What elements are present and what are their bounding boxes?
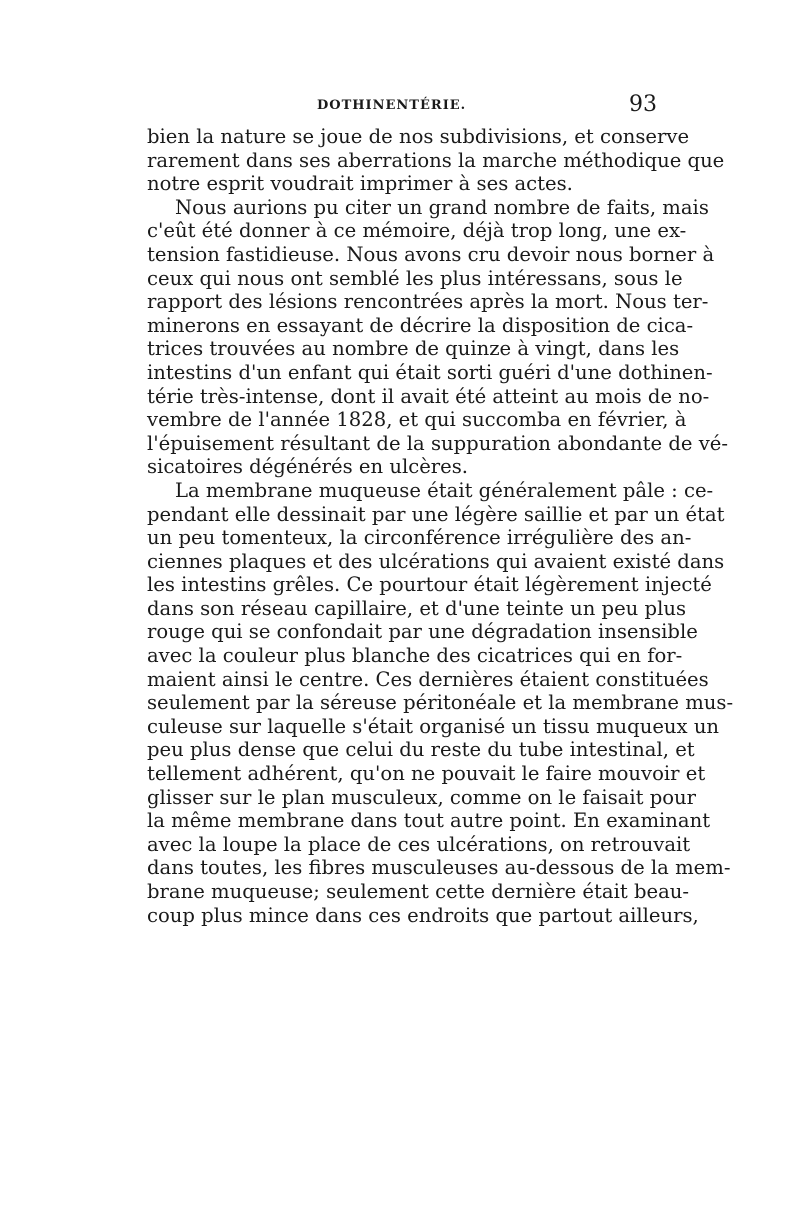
text-line: La membrane muqueuse était généralement pâle : ce- — [175, 478, 714, 502]
text-line: seulement par la séreuse péritonéale et la membrane mus- — [147, 691, 734, 715]
text-line: culeuse sur laquelle s'était organisé un tissu muqueux un — [147, 714, 720, 738]
text-line: pendant elle dessinait par une légère saillie et par un état — [147, 502, 725, 526]
text-line: notre esprit voudrait imprimer à ses actes. — [147, 172, 573, 196]
text-line: bien la nature se joue de nos subdivisions, et conserve — [147, 125, 690, 148]
text-line: l'épuisement résultant de la suppuration abondante de vé- — [147, 431, 728, 455]
body-text — [147, 125, 734, 927]
text-line: avec la loupe la place de ces ulcérations, on retrouvait — [147, 832, 691, 856]
running-head — [147, 92, 657, 122]
text-line: dans son réseau capillaire, et d'une teinte un peu plus — [147, 596, 687, 620]
text-line: un peu tomenteux, la circonférence irrégulière des an- — [147, 526, 692, 550]
text-line: maient ainsi le centre. Ces dernières étaient constituées — [147, 667, 709, 691]
text-line: ceux qui nous ont semblé les plus intéressans, sous le — [147, 266, 683, 290]
text-line: ciennes plaques et des ulcérations qui avaient existé dans — [147, 549, 725, 573]
text-line: sicatoires dégénérés en ulcères. — [147, 455, 469, 479]
text-line: peu plus dense que celui du reste du tube intestinal, et — [147, 738, 695, 762]
text-line: c'eût été donner à ce mémoire, déjà trop long, une ex- — [147, 219, 687, 243]
text-line: brane muqueuse; seulement cette dernière était beau- — [147, 880, 690, 903]
text-line: coup plus mince dans ces endroits que partout ailleurs, — [147, 903, 699, 927]
text-line: les intestins grêles. Ce pourtour était légèrement injecté — [147, 573, 712, 597]
text-line: rouge qui se confondait par une dégradation insensible — [147, 620, 698, 644]
text-line: intestins d'un enfant qui était sorti guéri d'une dothinen- — [147, 360, 713, 384]
text-line: Nous aurions pu citer un grand nombre de faits, mais — [175, 195, 709, 219]
text-line: rapport des lésions rencontrées après la mort. Nous ter- — [147, 290, 709, 314]
text-line: la même membrane dans tout autre point. En examinant — [147, 809, 711, 833]
text-line: tension fastidieuse. Nous avons cru devoir nous borner à — [147, 242, 715, 266]
text-line: rarement dans ses aberrations la marche méthodique que — [147, 148, 725, 172]
text-line: térie très-intense, dont il avait été atteint au mois de no- — [147, 384, 710, 408]
text-line: dans toutes, les fibres musculeuses au-dessous de la mem- — [147, 856, 731, 880]
text-line: avec la couleur plus blanche des cicatrices qui en for- — [147, 644, 683, 668]
text-line: trices trouvées au nombre de quinze à vingt, dans les — [147, 337, 680, 361]
text-line: vembre de l'année 1828, et qui succomba en février, à — [147, 408, 687, 432]
text-line: tellement adhérent, qu'on ne pouvait le faire mouvoir et — [147, 762, 706, 786]
text-line: glisser sur le plan musculeux, comme on le faisait pour — [147, 785, 697, 809]
page-number: 93 — [629, 92, 657, 117]
text-line: minerons en essayant de décrire la disposition de cica- — [147, 313, 694, 337]
running-title: DOTHINENTÉRIE. — [317, 98, 467, 113]
